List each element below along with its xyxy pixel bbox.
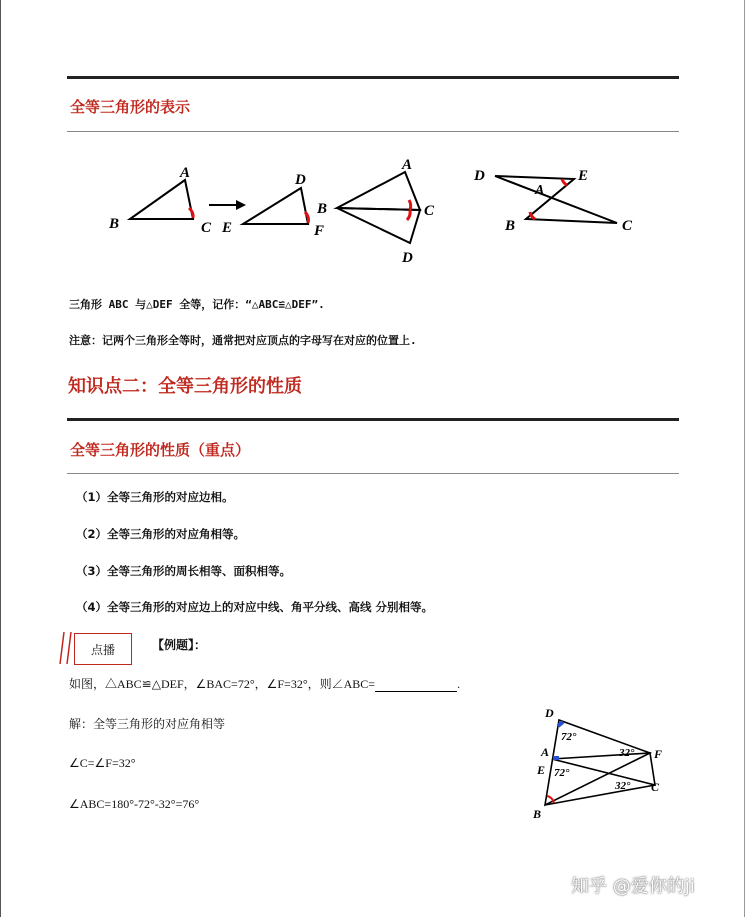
arrow-transform: [209, 200, 246, 210]
angle-label-32-mid: 32°: [615, 780, 631, 792]
solution-line-3: ∠ABC=180°-72°-32°=76°: [69, 797, 200, 811]
question-text: 如图，△ABC≌△DEF，∠BAC=72°，∠F=32°，则∠ABC=: [69, 677, 376, 691]
label-ex-c: C: [651, 780, 660, 794]
label-ex-a: A: [541, 745, 550, 759]
triangle-def: [243, 188, 308, 224]
section-rule-bottom: [67, 131, 679, 132]
note-text: 注意：记两个三角形全等时，通常把对应顶点的字母写在对应的位置上.: [69, 334, 417, 347]
example-figure: [525, 700, 675, 825]
notation-text: 三角形 ABC 与△DEF 全等，记作：“△ABC≌△DEF”.: [69, 298, 325, 311]
section-title-representation: 全等三角形的表示: [70, 98, 191, 116]
property-item-3: （3）全等三角形的周长相等、面积相等。: [76, 564, 291, 578]
label-c: C: [201, 220, 212, 236]
solution-line-2: ∠C=∠F=32°: [69, 756, 136, 770]
knowledge-point-title: 知识点二：全等三角形的性质: [68, 376, 302, 397]
property-item-4: （4）全等三角形的对应边上的对应中线、角平分线、高线 分别相等。: [76, 600, 434, 614]
label-ex-b: B: [533, 807, 542, 821]
label-b: B: [109, 216, 120, 232]
example-question: [69, 675, 460, 692]
solution-line-1: 解：全等三角形的对应角相等: [69, 717, 226, 731]
label-kite-c: C: [424, 203, 435, 219]
angle-mark-kite-lower: [407, 210, 410, 220]
label-ex-f: F: [654, 747, 663, 761]
angle-mark-kite-upper: [409, 200, 411, 210]
label-hg-c: C: [622, 218, 633, 234]
section2-rule-bottom: [67, 473, 679, 474]
label-hg-b: B: [505, 218, 516, 234]
triangle-abc: [130, 180, 193, 219]
example-badge: 点播: [74, 633, 132, 665]
label-ex-d: D: [545, 706, 554, 720]
label-kite-d: D: [402, 250, 413, 266]
section-rule-top: [67, 76, 679, 79]
question-end: .: [457, 677, 461, 691]
section2-rule-top: [67, 418, 679, 421]
property-item-1: （1）全等三角形的对应边相。: [76, 490, 234, 504]
label-kite-b: B: [317, 201, 328, 217]
label-hg-e: E: [578, 168, 589, 184]
angle-label-72-top: 72°: [561, 731, 577, 743]
property-item-2: （2）全等三角形的对应角相等。: [76, 527, 245, 541]
label-f: F: [314, 223, 325, 239]
hourglass-figure: [495, 176, 617, 223]
angle-label-32-top: 32°: [619, 747, 635, 759]
angle-label-72-mid: 72°: [554, 767, 570, 779]
angle-mark-hourglass-e: [562, 179, 567, 185]
kite-figure: [337, 172, 420, 243]
answer-blank: [375, 679, 457, 692]
label-a: A: [180, 165, 191, 181]
example-heading: 【例题】：: [152, 638, 207, 652]
angle-mark-c: [189, 208, 193, 218]
label-hg-a: A: [535, 183, 545, 198]
badge-decoration-icon: [56, 630, 76, 666]
label-hg-d: D: [474, 168, 485, 184]
label-kite-a: A: [402, 157, 413, 173]
congruence-figures: [100, 152, 660, 270]
section-title-properties: 全等三角形的性质（重点）: [70, 441, 251, 459]
label-e: E: [222, 220, 233, 236]
label-d: D: [295, 172, 306, 188]
page-edge-left: [0, 0, 1, 917]
label-ex-e: E: [537, 763, 546, 777]
watermark: 知乎 @爱你的ji: [571, 876, 695, 897]
